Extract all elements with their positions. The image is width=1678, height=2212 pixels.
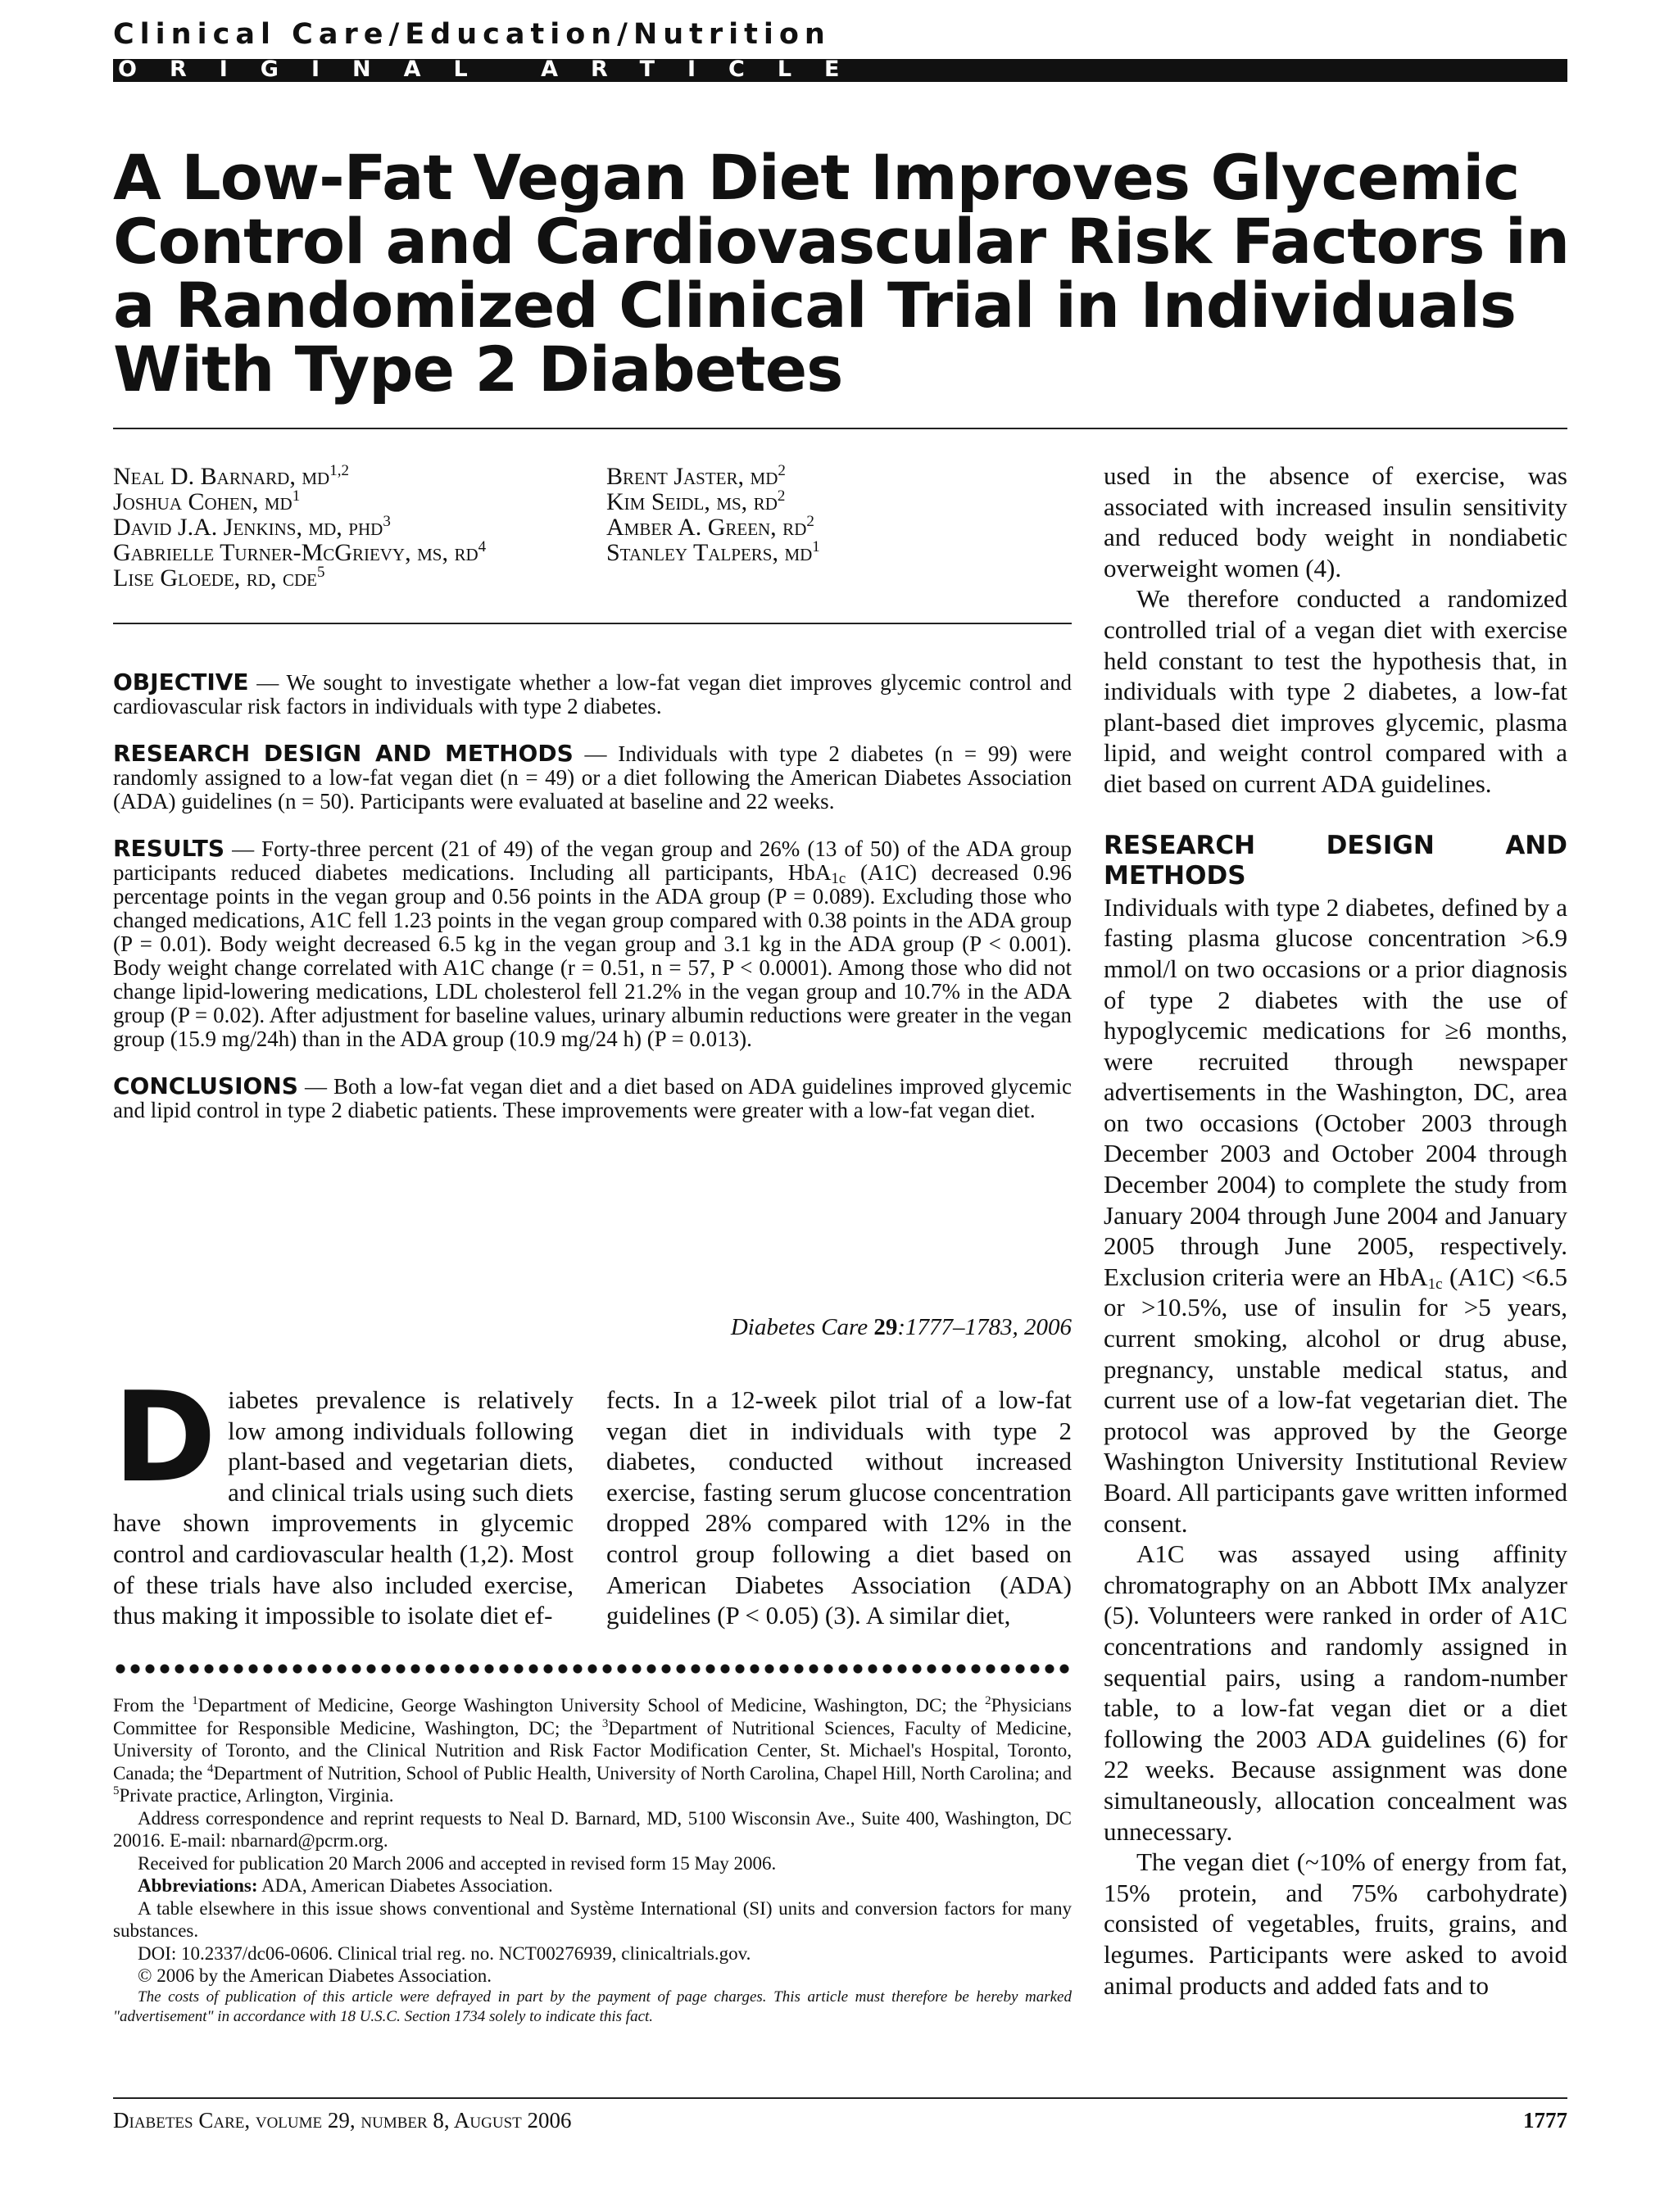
author: Lise Gloede, rd, cde$^5$ — [113, 564, 325, 592]
paragraph: A1C was assayed using affinity chromatography on an Abbott IMx analyzer (5). Volunteers were ranked in order of A1C concentrations and randomly assigned in sequential pairs, using a random-number table, to a low-fat vegan diet or a diet following the 2003 ADA guidelines (6) for 22 weeks. Because assignment was done simultaneously, allocation concealment was unnecessary. — [1104, 1539, 1567, 1846]
title-rule — [113, 428, 1567, 429]
author: Neal D. Barnard, md$^{1,2}$ — [113, 462, 349, 490]
author-rule — [113, 623, 1072, 624]
paragraph: We therefore conducted a randomized controlled trial of a vegan diet with exercise held constant to test the hypothesis that, in individuals with type 2 diabetes, a low-fat plant-based diet improves glycemic, plasma lipid, and weight control compared with a diet based on current ADA guidelines. — [1104, 584, 1567, 798]
section-heading-methods: RESEARCH DESIGN AND METHODS — [1104, 830, 1567, 891]
page-number: 1777 — [1523, 2108, 1567, 2133]
article-type-label: ORIGINAL ARTICLE — [118, 57, 873, 82]
abstract-methods: RESEARCH DESIGN AND METHODS — Individuals with type 2 diabetes (n = 99) were randomly assigned to a low-fat vegan diet (n = 49) or a diet following the American Diabetes Association (ADA) guidelines (n = 50). Participants were evaluated at baseline and 22 weeks. — [113, 740, 1073, 814]
abstract-objective: OBJECTIVE — We sought to investigate whether a low-fat vegan diet improves glycemic control and cardiovascular risk factors in individuals with type 2 diabetes. — [113, 669, 1072, 718]
abbreviations: Abbreviations: ADA, American Diabetes Association. — [138, 1875, 553, 1896]
page-charges-note: The costs of publication of this article were defrayed in part by the payment of page charges. This article must therefore be hereby marked "advertisement" in accordance with 18 U.S.C. Section 1734 solely to indicate this fact. — [113, 1988, 1072, 2025]
footer-journal-info: Diabetes Care, volume 29, number 8, August 2006 — [113, 2108, 572, 2133]
footer-rule — [113, 2097, 1567, 2099]
author: Joshua Cohen, $md^1$ — [113, 487, 301, 515]
author: David J.A. Jenkins, md, phd$^3$ — [113, 513, 391, 541]
author: Brent Jaster, $md^2$ — [606, 462, 786, 490]
author: Amber A. Green, $rd^2$ — [606, 513, 814, 541]
copyright: © 2006 by the American Diabetes Association. — [138, 1965, 492, 1986]
author: Stanley Talpers, $md^1$ — [606, 538, 820, 566]
abstract-results: RESULTS — Forty-three percent (21 of 49) of the vegan group and 26% (13 of 50) of the ADA group participants reduced diabetes medications. Including all participants, HbA$_{1c}$ (A1C) decreased 0.96 percentage points in the vegan group and 0.56 points in the ADA group (P = 0.089). Excluding those who changed medications, A1C fell 1.23 points in the vegan group compared with 0.38 points in the ADA group (P = 0.01). Body weight decreased 6.5 kg in the vegan group and 3.1 kg in the ADA group (P < 0.001). Body weight change correlated with A1C change (r = 0.51, n = 57, P < 0.0001). Among those who did not change lipid-lowering medications, LDL cholesterol fell 21.2% in the vegan group and 10.7% in the ADA group (P = 0.02). After adjustment for baseline values, urinary albumin reductions were greater in the vegan group (15.9 mg/24h) than in the ADA group (10.9 mg/24 h) (P = 0.013). — [113, 835, 1073, 1051]
paragraph: used in the absence of exercise, was associated with increased insulin sensitivity and reduced body weight in nondiabetic overweight women (4). — [1104, 461, 1567, 582]
abstract-conclusions: CONCLUSIONS — Both a low-fat vegan diet and a diet based on ADA guidelines improved glycemic and lipid control in type 2 diabetic patients. These improvements were greater with a low-fat vegan diet. — [113, 1072, 1072, 1122]
article-title: A Low-Fat Vegan Diet Improves Glycemic Control and Cardiovascular Risk Factors in a Randomized Clinical Trial in Individuals With Type 2 Diabetes — [113, 141, 1570, 406]
body-column-3 — [1104, 460, 1567, 2001]
paragraph: The vegan diet (~10% of energy from fat, 15% protein, and 75% carbohydrate) consisted of vegetables, fruits, grains, and legumes. Participants were asked to avoid animal products and added fats and to — [1104, 1847, 1567, 2000]
author-list-right — [606, 464, 820, 565]
section-heading: Clinical Care/Education/Nutrition — [113, 18, 831, 51]
doi: DOI: 10.2337/dc06-0606. Clinical trial reg. no. NCT00276939, clinicaltrials.gov. — [138, 1942, 751, 1964]
affiliations: From the $^1$Department of Medicine, George Washington University School of Medicine, Washington, DC; the $^2$Physicians Committee for Responsible Medicine, Washington, DC; the $^3$Department of Nutritional Sciences, Faculty of Medicine, University of Toronto, and the Clinical Nutrition and Risk Factor Modification Center, St. Michael's Hospital, Toronto, Canada; the $^4$Department of Nutrition, School of Public Health, University of North Carolina, Chapel Hill, North Carolina; and $^5$Private practice, Arlington, Virginia. — [113, 1694, 1073, 1806]
citation: Diabetes Care 29:1777–1783, 2006 — [730, 1314, 1072, 1340]
author-list-left — [113, 464, 486, 591]
received-note: Received for publication 20 March 2006 and accepted in revised form 15 May 2006. — [138, 1852, 777, 1874]
abstract — [113, 670, 1072, 1145]
footnotes — [113, 1694, 1072, 2027]
dropcap: D — [113, 1365, 217, 1510]
body-column-1: Diabetes prevalence is relatively low among individuals following plant-based and vegetarian diets, and clinical trials using such diets have shown improvements in glycemic control and cardiovascular health (1,2). Most of these trials have also included exercise, thus making it impossible to isolate diet ef- — [113, 1365, 574, 1630]
paragraph: Individuals with type 2 diabetes, defined by a fasting plasma glucose concentration >6.9 mmol/l on two occasions or a prior diagnosis of type 2 diabetes with the use of hypoglycemic medications for ≥6 months, were recruited through newspaper advertisements in the Washington, DC, area on two occasions (October 2003 through December 2003 and October 2004 through December 2004) to complete the study from January 2004 through June 2004 and January 2005 through June 2005, respectively. Exclusion criteria were an HbA$_{1c}$ (A1C) <6.5 or >10.5%, use of insulin for >5 years, current smoking, alcohol or drug abuse, pregnancy, unstable medical status, and current use of a low-fat vegetarian diet. The protocol was approved by the George Washington University Institutional Review Board. All participants gave written informed consent. — [1104, 892, 1567, 1538]
correspondence: Address correspondence and reprint requests to Neal D. Barnard, MD, 5100 Wisconsin Ave., Suite 400, Washington, DC 20016. E-mail: nbarnard@pcrm.org. — [113, 1807, 1072, 1851]
si-units-note: A table elsewhere in this issue shows conventional and Système International (SI) units and conversion factors for many substances. — [113, 1897, 1072, 1941]
author: Kim Seidl, ms, $rd^2$ — [606, 487, 786, 515]
author: Gabrielle Turner-McGrievy, ms, $rd^4$ — [113, 538, 487, 566]
article-type-bar — [113, 59, 1567, 82]
body-column-2: fects. In a 12-week pilot trial of a low-fat vegan diet in individuals with type 2 diabetes, conducted without increased exercise, fasting serum glucose concentration dropped 28% compared with 12% in the control group following a diet based on American Diabetes Association (ADA) guidelines (P < 0.05) (3). A similar diet, — [606, 1385, 1072, 1630]
footnote-separator — [113, 1663, 1072, 1675]
